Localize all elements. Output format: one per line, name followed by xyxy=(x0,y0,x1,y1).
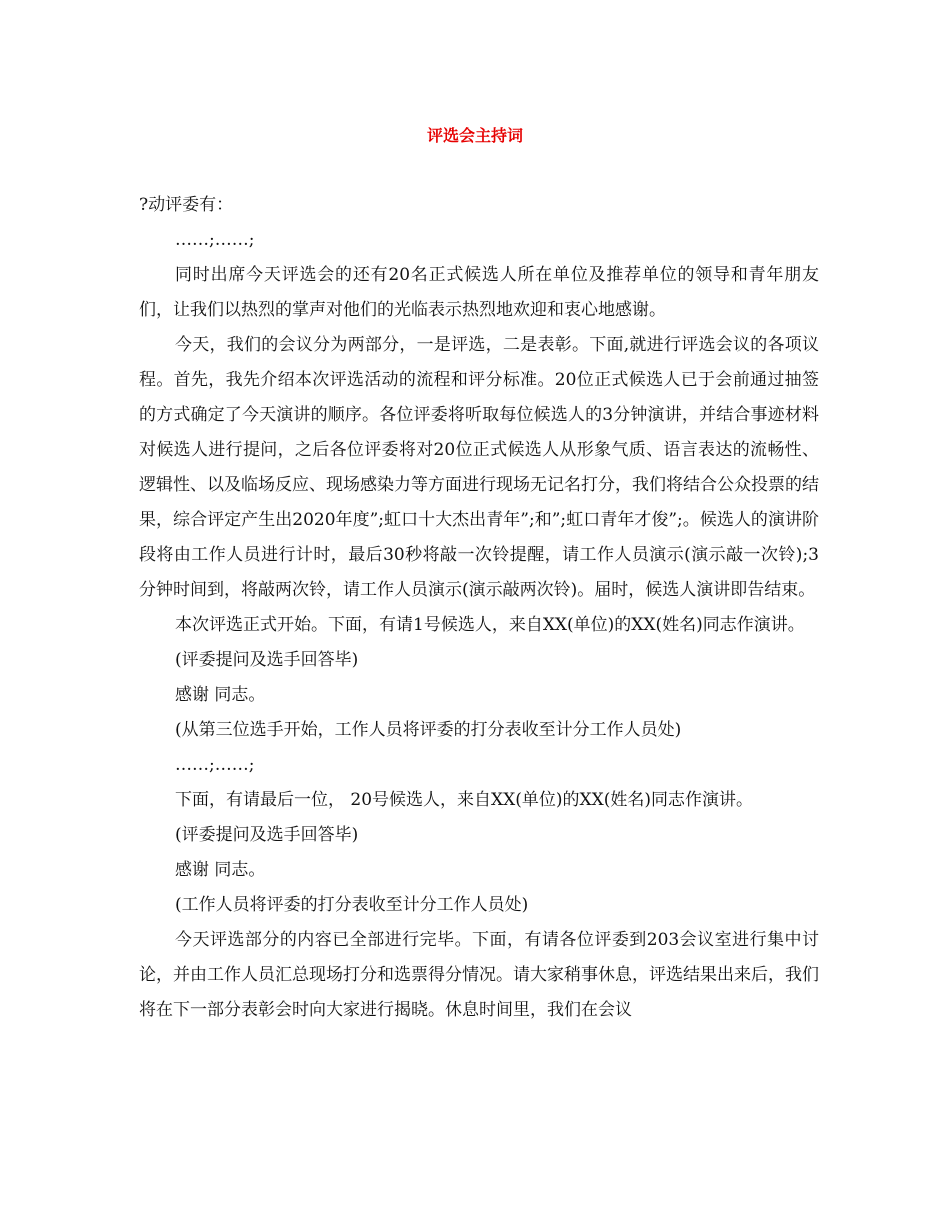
paragraph: 同时出席今天评选会的还有20名正式候选人所在单位及推荐单位的领导和青年朋友们，让我们以热烈的掌声对他们的光临表示热烈地欢迎和衷心地感谢。 xyxy=(139,265,819,320)
paragraph: 今天，我们的会议分为两部分，一是评选，二是表彰。下面,就进行评选会议的各项议程。首先，我先介绍本次评选活动的流程和评分标准。20位正式候选人已于会前通过抽签的方式确定了今天演讲的顺序。各位评委将听取每位候选人的3分钟演讲，并结合事迹材料对候选人进行提问，之后各位评委将对20位正式候选人从形象气质、语言表达的流畅性、逻辑性、以及临场反应、现场感染力等方面进行现场无记名打分，我们将结合公众投票的结果，综合评定产生出2020年度”;虹口十大杰出青年”;和”;虹口青年才俊”;。候选人的演讲阶段将由工作人员进行计时，最后30秒将敲一次铃提醒，请工作人员演示(演示敲一次铃);3分钟时间到，将敲两次铃，请工作人员演示(演示敲两次铃)。届时，候选人演讲即告结束。 xyxy=(139,335,819,600)
paragraph: 感谢 同志。 xyxy=(175,860,266,880)
paragraph: (评委提问及选手回答毕) xyxy=(175,650,359,670)
paragraph: 感谢 同志。 xyxy=(175,685,266,705)
document-title: 评选会主持词 xyxy=(426,126,523,145)
paragraph: (工作人员将评委的打分表收至计分工作人员处) xyxy=(175,895,529,915)
document-body xyxy=(139,188,819,1028)
paragraph: ……;……; xyxy=(175,230,255,250)
paragraph: (从第三位选手开始，工作人员将评委的打分表收至计分工作人员处) xyxy=(175,720,682,740)
paragraph: (评委提问及选手回答毕) xyxy=(175,825,359,845)
paragraph: 下面，有请最后一位， 20号候选人，来自XX(单位)的XX(姓名)同志作演讲。 xyxy=(175,790,753,810)
paragraph: ?动评委有： xyxy=(139,195,234,215)
paragraph: 今天评选部分的内容已全部进行完毕。下面，有请各位评委到203会议室进行集中讨论，并由工作人员汇总现场打分和选票得分情况。请大家稍事休息，评选结果出来后，我们将在下一部分表彰会时向大家进行揭晓。休息时间里，我们在会议 xyxy=(139,930,819,1020)
paragraph: ……;……; xyxy=(175,755,255,775)
paragraph: 本次评选正式开始。下面，有请1号候选人，来自XX(单位)的XX(姓名)同志作演讲。 xyxy=(175,615,805,635)
